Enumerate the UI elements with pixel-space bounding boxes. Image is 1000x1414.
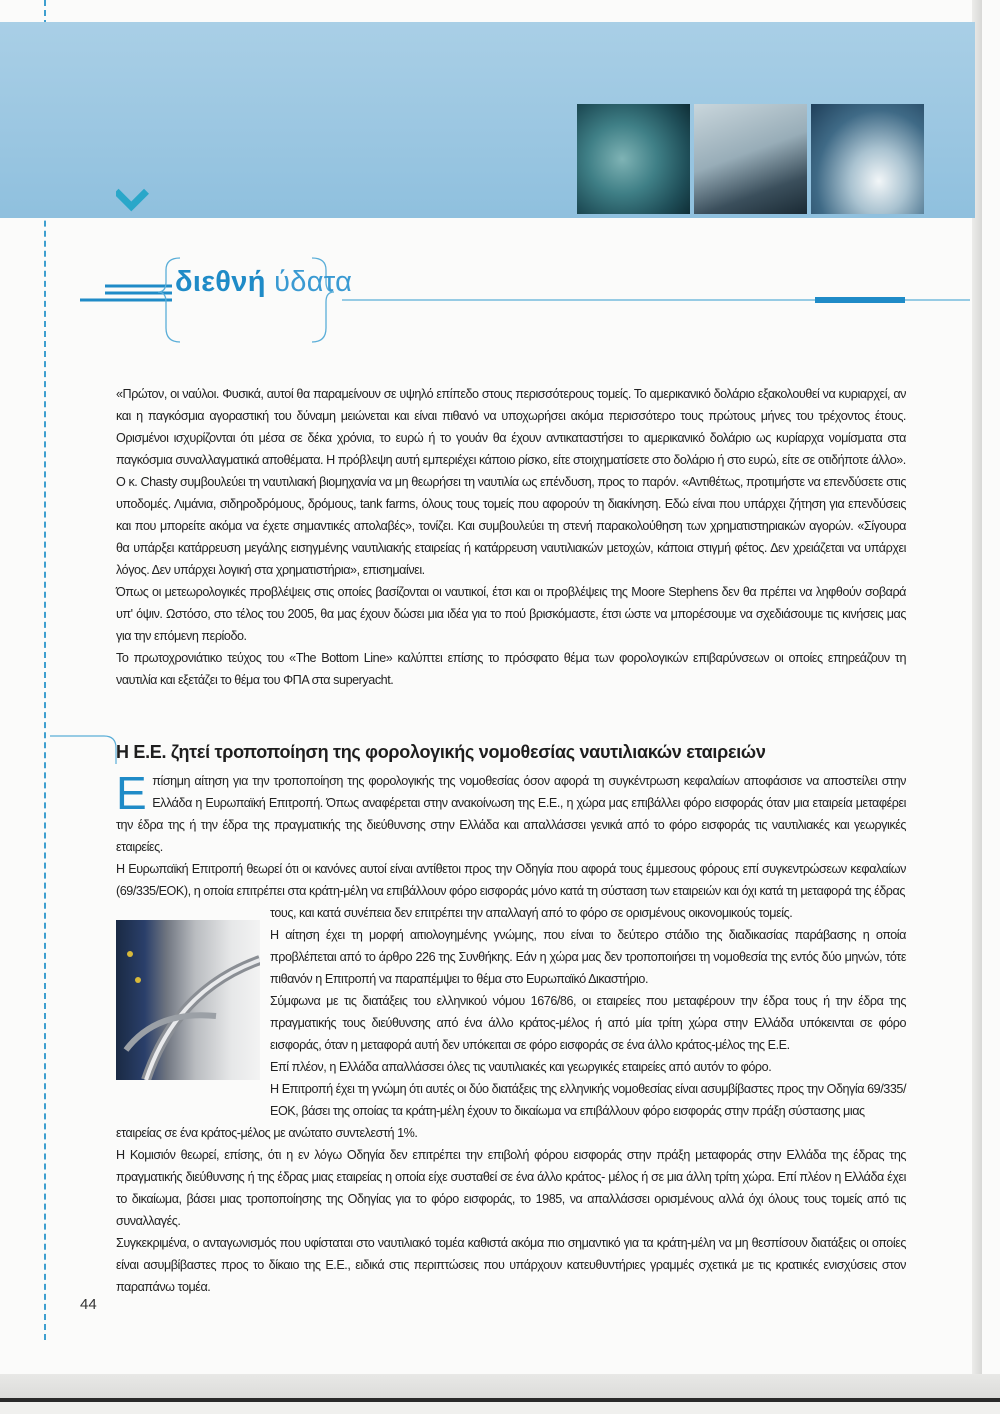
- section-title: [175, 266, 352, 299]
- paragraph: Η Ευρωπαϊκή Επιτροπή θεωρεί ότι οι κανόνες αυτοί είναι αντίθετοι προς την Οδηγία που αφορά τους έμμεσους φόρους επί συγκεντρώσεων κεφαλαίων (69/335/ΕΟΚ), η οποία επιτρέπει στα κράτη-μέλη να επιβάλλουν φόρο εισφοράς μόνο κατά τη σύσταση των εταιρειών και όχι κατά τη μεταφορά της έδρας: [116, 862, 906, 898]
- arrow-down-right-icon: [116, 182, 152, 218]
- paragraph: Όπως οι μετεωρολογικές προβλέψεις στις οποίες βασίζονται οι ναυτικοί, έτσι και οι προβλέψεις της Moore Stephens δεν θα πρέπει να ληφθούν σοβαρά υπ' όψιν. Ωστόσο, στο τέλος του 2005, θα μας έχουν δώσει μια ιδέα για το πού βρισκόμαστε, έτσι ώστε να μπορέσουμε να σχεδιάσουμε τις κινήσεις μας για την επόμενη περίοδο.: [116, 585, 906, 643]
- paragraph: Η Επιτροπή έχει τη γνώμη ότι αυτές οι δύο διατάξεις της ελληνικής νομοθεσίας είναι ασυμβίβαστες προς την Οδηγία 69/335/ΕΟΚ, βάσει της οποίας τα κράτη-μέλη έχουν το δικαίωμα να επιβάλλουν φόρο εισφοράς στην πράξη σύστασης μιας: [270, 1082, 907, 1118]
- paragraph: Επί πλέον, η Ελλάδα απαλλάσσει όλες τις ναυτιλιακές και γεωργικές εταιρείες από αυτόν το φόρο.: [270, 1060, 772, 1074]
- paragraph: [116, 767, 906, 858]
- dropcap-letter: Ε: [116, 767, 147, 819]
- section-title-strong: διεθνή: [175, 266, 266, 298]
- ship-propeller-photo: [694, 104, 807, 214]
- paragraph: Η αίτηση έχει τη μορφή αιτιολογημένης γνώμης, που είναι το δεύτερο στάδιο της διαδικασίας παράβασης η οποία προβλέπεται από το άρθρο 226 της Συνθήκης. Εάν η χώρα μας δεν τροποποιήσει τη νομοθεσία της εντός δύο μηνών, τότε πιθανόν η Επιτροπή να παραπέμψει το θέμα στο Ευρωπαϊκό Δικαστήριο.: [270, 928, 906, 986]
- paragraph: Ο κ. Chasty συμβουλεύει τη ναυτιλιακή βιομηχανία να μη θεωρήσει τη ναυτιλία ως επένδυση, προς το παρόν. «Αντιθέτως, προτιμήστε να επενδύσετε στις υποδομές. Λιμάνια, σιδηροδρόμους, δρόμους, tank farms, όλους τους τομείς που αφορούν τη διακίνηση. Εδώ είναι που υπάρχει ζήτηση για επενδύσεις και που μπορείτε ακόμα να έχετε σημαντικές απολαβές», τονίζει. Και συμβουλεύει τη στενή παρακολούθηση των χρηματιστηριακών αγορών. «Σίγουρα θα υπάρξει κατάρρευση μεγάλης εισηγμένης ναυτιλιακής εταιρείας ή κατάρρευση ναυτιλιακών μετοχών, κάποια στιγμή φέτος. Δεν χρειάζεται να υπάρχει λόγος. Δεν υπάρχει λογική στα χρηματιστήρια», επισημαίνει.: [116, 475, 906, 577]
- article-headline: Η Ε.Ε. ζητεί τροποποίηση της φορολογικής νομοθεσίας ναυτιλιακών εταιρειών: [116, 742, 766, 762]
- section-title-light: ύδατα: [274, 266, 353, 298]
- headline-corner-line: [50, 734, 120, 764]
- sea-waves-photo: [577, 104, 690, 214]
- paragraph-text: πίσημη αίτηση για την τροποποίηση της φορολογικής της νομοθεσίας όσον αφορά τη συγκέντρωση κεφαλαίων αποφάσισε να αποστείλει στην Ελλάδα η Ευρωπαϊκή Επιτροπή. Όπως αναφέρεται στην ανακοίνωση της Ε.Ε., η χώρα μας επιβάλλει φόρο εισφοράς όταν μια εταιρεία μεταφέρει την έδρα της ή την έδρα της πραγματικής της διεύθυνσης στην Ελλάδα και απαλλάσσει γενικά από το φόρο εισφοράς τις ναυτιλιακές και γεωργικές εταιρείες.: [116, 774, 906, 854]
- paragraph-continuation: τους, και κατά συνέπεια δεν επιτρέπει την απαλλαγή από το φόρο σε ορισμένους οικονομικούς τομείς.: [270, 906, 793, 920]
- section-header: [80, 250, 980, 350]
- paragraph: «Πρώτον, οι ναύλοι. Φυσικά, αυτοί θα παραμείνουν σε υψηλό επίπεδο στους περισσότερους τομείς. Το αμερικανικό δολάριο εξακολουθεί να κυριαρχεί, αν και η παγκόσμια αγοραστική του δύναμη μειώνεται και είναι πιθανό να υποχωρήσει ακόμα περισσότερο τους πρώτους μήνες του τρέχοντος έτους. Ορισμένοι ισχυρίζονται ότι μέσα σε δέκα χρόνια, το ευρώ ή το γουάν θα έχουν αντικαταστήσει το αμερικανικό δολάριο ως κυρίαρχα νομίσματα στα παγκόσμια συναλλαγματικά αποθέματα. Η πρόβλεψη αυτή εμπεριέχει κάποιο ρίσκο, είτε στοιχηματίσετε στο δολάριο ή στο ευρώ, είτε σε οτιδήποτε άλλο».: [116, 387, 906, 467]
- article-top: [116, 383, 906, 691]
- railing-figure: [116, 920, 260, 1080]
- paragraph-continuation: εταιρείας σε ένα κράτος-μέλος με ανώτατο συντελεστή 1%.: [116, 1126, 418, 1140]
- paragraph: Η Κομισιόν θεωρεί, επίσης, ότι η εν λόγω Οδηγία δεν επιτρέπει την επιβολή φόρου εισφοράς στην πράξη μεταφοράς στην Ελλάδα της έδρας της πραγματικής διεύθυνσης ή της έδρας μιας εταιρείας η οποία είχε συσταθεί σε ένα άλλο κράτος- μέλος ή σε μια άλλη τρίτη χώρα. Επί πλέον η Ελλάδα έχει το δικαίωμα, βάσει μιας τροποποίησης της Οδηγίας για το φόρο εισφοράς, το 1985, να απαλλάσσει ορισμένους αλλά όχι όλους τους τομείς από τις συναλλαγές.: [116, 1148, 906, 1228]
- paragraph: Το πρωτοχρονιάτικο τεύχος του «The Bottom Line» καλύπτει επίσης το πρόσφατο θέμα των φορολογικών επιβαρύνσεων οι οποίες επηρεάζουν τη ναυτιλία και εξετάζει το θέμα του ΦΠΑ στα superyacht.: [116, 651, 906, 687]
- paragraph: Συγκεκριμένα, ο ανταγωνισμός που υφίσταται στο ναυτιλιακό τομέα καθιστά ακόμα πιο σημαντικό για τα κράτη-μέλη να μη θεσπίσουν διατάξεις οι οποίες είναι ασυμβίβαστες προς το δίκαιο της Ε.Ε., ειδικά στις περιπτώσεις που υπάρχουν κατευθυντήριες γραμμές σχετικά με τις κρατικές ενισχύσεις στον παραπάνω τομέα.: [116, 1236, 906, 1294]
- section-bracket-lines: [80, 250, 980, 350]
- scan-bottom-edge: [0, 1374, 1000, 1414]
- ocean-wave-photo: [811, 104, 924, 214]
- page-number: 44: [80, 1296, 97, 1313]
- eu-flag-railing-photo: [116, 920, 260, 1080]
- paragraph: Σύμφωνα με τις διατάξεις του ελληνικού νόμου 1676/86, οι εταιρείες που μεταφέρουν την έδρα τους ή την έδρα της πραγματικής τους διεύθυνσης από ένα άλλο κράτος-μέλος ή από μία τρίτη χώρα στην Ελλάδα υπόκεινται σε φόρο εισφοράς, όταν η μεταφορά αυτή δεν υπόκειται σε φόρο εισφοράς σε ένα άλλο κράτος-μέλος της Ε.Ε.: [270, 994, 906, 1052]
